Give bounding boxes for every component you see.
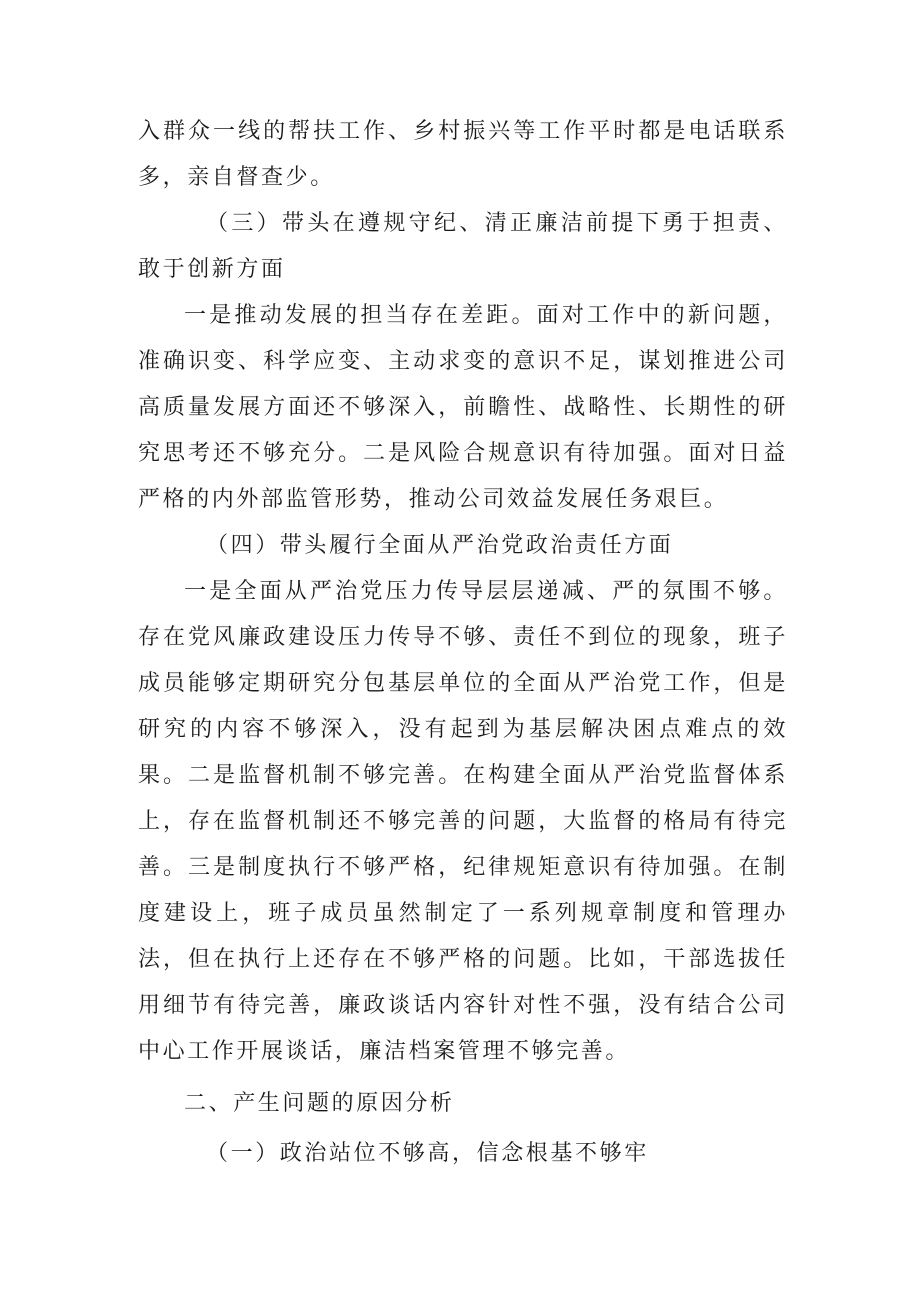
paragraph-development: 一是推动发展的担当存在差距。面对工作中的新问题，准确识变、科学应变、主动求变的意识不足，谋划推进公司高质量发展方面还不够深入，前瞻性、战略性、长期性的研究思考还不够充分。二是风险合规意识有待加强。面对日益严格的内外部监管形势，推动公司效益发展任务艰巨。	[138, 303, 788, 512]
section-heading-cause-analysis: 二、产生问题的原因分析	[184, 1091, 455, 1116]
paragraph-continuation: 入群众一线的帮扶工作、乡村振兴等工作平时都是电话联系多，亲自督查少。	[138, 119, 788, 190]
section-heading-four: （四）带头履行全面从严治党政治责任方面	[206, 533, 674, 558]
section-heading-three: （三）带头在遵规守纪、清正廉洁前提下勇于担责、敢于创新方面	[138, 211, 788, 282]
document-body	[138, 109, 788, 1177]
subsection-heading-one: （一）政治站位不够高，信念根基不够牢	[206, 1141, 649, 1166]
paragraph-party-governance: 一是全面从严治党压力传导层层递减、严的氛围不够。存在党风廉政建设压力传导不够、责任不到位的现象，班子成员能够定期研究分包基层单位的全面从严治党工作，但是研究的内容不够深入，没有起到为基层解决困点难点的效果。二是监督机制不够完善。在构建全面从严治党监督体系上，存在监督机制还不够完善的问题，大监督的格局有待完善。三是制度执行不够严格，纪律规矩意识有待加强。在制度建设上，班子成员虽然制定了一系列规章制度和管理办法，但在执行上还存在不够严格的问题。比如，干部选拔任用细节有待完善，廉政谈话内容针对性不强，没有结合公司中心工作开展谈话，廉洁档案管理不够完善。	[138, 579, 788, 1064]
